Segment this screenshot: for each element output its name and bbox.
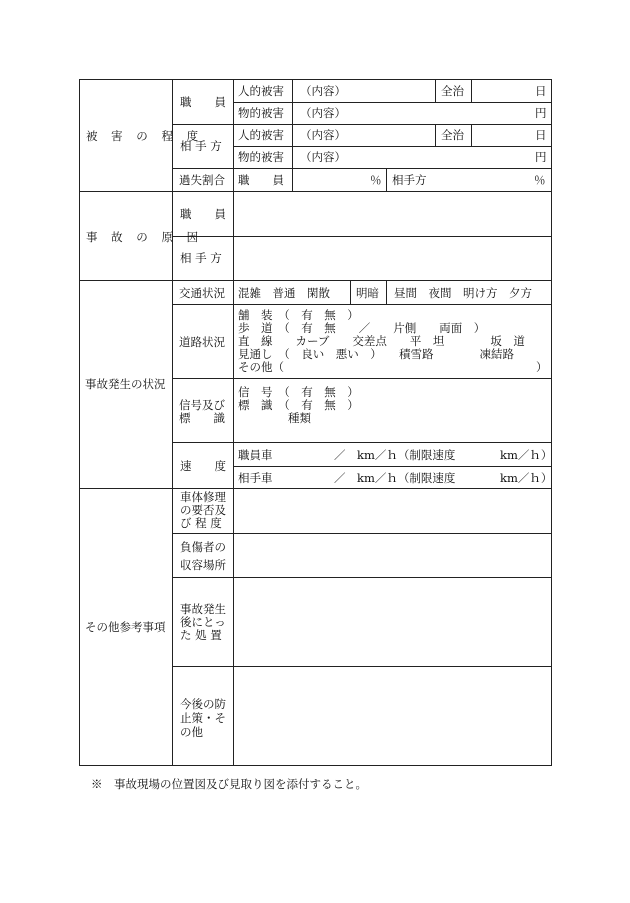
divider <box>172 304 552 305</box>
divider <box>172 442 552 443</box>
road-shape: 直 線 カーブ 交差点 平 坦 坂 道 <box>238 334 525 348</box>
staff-car-speed-unit: ／ km／ｈ（制限速度 <box>334 448 456 462</box>
divider <box>233 146 552 147</box>
other-property-yen-unit: 円 <box>535 150 547 164</box>
repair-label-line2: の要否及 <box>180 503 226 517</box>
staff-property-yen-unit: 円 <box>535 106 547 120</box>
divider <box>172 236 552 237</box>
road-pavement: 舗 装 （ 有 無 ） <box>238 308 359 322</box>
future-label-line2: 止策・そ <box>180 711 226 725</box>
staff-human-damage-content: （内容） <box>300 84 346 98</box>
divider <box>172 533 552 534</box>
future-label-line1: 今後の防 <box>180 697 226 711</box>
divider <box>233 102 552 103</box>
divider <box>79 488 552 489</box>
other-heal-day-unit: 日 <box>535 128 547 142</box>
signal-label-line2: 標 識 <box>179 411 225 425</box>
divider <box>292 79 293 191</box>
road-other-open: その他（ <box>238 360 284 374</box>
cause-staff-label: 職 員 <box>180 207 226 221</box>
staff-heal-day-unit: 日 <box>535 84 547 98</box>
staff-car-limit-unit: km／ｈ） <box>500 448 553 462</box>
cause-other-label: 相 手 方 <box>180 251 222 265</box>
divider <box>471 79 472 102</box>
repair-label-line3: び 程 度 <box>180 516 222 530</box>
divider <box>350 280 351 304</box>
staff-human-damage-label: 人的被害 <box>238 84 284 98</box>
damage-section-label: 被 害 の 程 度 <box>86 129 204 143</box>
traffic-options: 混雑 普通 閑散 <box>238 286 330 300</box>
divider <box>172 124 552 125</box>
divider <box>386 168 387 191</box>
other-car-limit-unit: km／ｈ） <box>500 471 553 485</box>
divider <box>435 124 436 147</box>
damage-other-label: 相 手 方 <box>180 139 222 153</box>
divider <box>172 666 552 667</box>
action-label-line2: 後にとっ <box>180 615 226 629</box>
time-options: 昼間 夜間 明け方 夕方 <box>394 286 532 300</box>
sign-presence: 標 識 （ 有 無 ） <box>238 398 359 412</box>
divider <box>172 577 552 578</box>
divider <box>435 79 436 102</box>
staff-property-damage-content: （内容） <box>300 106 346 120</box>
col-line-1 <box>172 79 173 766</box>
damage-staff-label: 職 員 <box>180 95 226 109</box>
future-label-line3: の他 <box>180 725 203 739</box>
traffic-label: 交通状況 <box>179 286 225 300</box>
other-property-damage-content: （内容） <box>300 150 346 164</box>
repair-label-line1: 車体修理 <box>180 490 226 504</box>
signal-presence: 信 号 （ 有 無 ） <box>238 385 359 399</box>
road-label: 道路状況 <box>179 335 225 349</box>
situation-section-label: 事故発生の状況 <box>85 377 166 391</box>
road-visibility: 見通し （ 良い 悪い ） 積雪路 凍結路 <box>238 347 514 361</box>
injured-label-line1: 負傷者の <box>180 540 226 554</box>
table-border-left <box>79 79 80 766</box>
divider <box>172 168 552 169</box>
cause-section-label: 事 故 の 原 因 <box>86 230 204 244</box>
action-label-line3: た 処 置 <box>180 628 222 642</box>
divider <box>386 280 387 304</box>
injured-label-line2: 収容場所 <box>180 558 226 572</box>
light-label: 明暗 <box>356 286 379 300</box>
fault-other-label: 相手方 <box>392 173 427 187</box>
divider <box>79 191 552 192</box>
fault-ratio-label: 過失割合 <box>179 173 225 187</box>
other-human-damage-label: 人的被害 <box>238 128 284 142</box>
fault-staff-label: 職 員 <box>238 173 284 187</box>
divider <box>172 378 552 379</box>
staff-property-damage-label: 物的被害 <box>238 106 284 120</box>
speed-label: 速 度 <box>180 459 226 473</box>
other-heal-label: 全治 <box>441 128 464 142</box>
divider <box>471 124 472 147</box>
signal-label-line1: 信号及び <box>179 398 225 412</box>
staff-car-label: 職員車 <box>238 448 273 462</box>
road-sidewalk: 歩 道 （ 有 無 ／ 片側 両面 ） <box>238 321 486 335</box>
other-car-speed-unit: ／ km／ｈ（制限速度 <box>334 471 456 485</box>
fault-staff-percent: ％ <box>370 173 382 187</box>
other-section-label: その他参考事項 <box>85 620 166 634</box>
staff-heal-label: 全治 <box>441 84 464 98</box>
divider <box>233 466 552 467</box>
col-line-2 <box>233 79 234 766</box>
other-car-label: 相手車 <box>238 471 273 485</box>
footnote: ※ 事故現場の位置図及び見取り図を添付すること。 <box>91 777 367 791</box>
road-other-close: ） <box>536 360 548 374</box>
other-human-damage-content: （内容） <box>300 128 346 142</box>
action-label-line1: 事故発生 <box>180 602 226 616</box>
sign-type: 種類 <box>288 411 311 425</box>
divider <box>79 280 552 281</box>
other-property-damage-label: 物的被害 <box>238 150 284 164</box>
table-border-right <box>551 79 552 766</box>
fault-other-percent: ％ <box>534 173 546 187</box>
table-border-top <box>79 79 552 80</box>
table-border-bottom <box>79 765 552 766</box>
